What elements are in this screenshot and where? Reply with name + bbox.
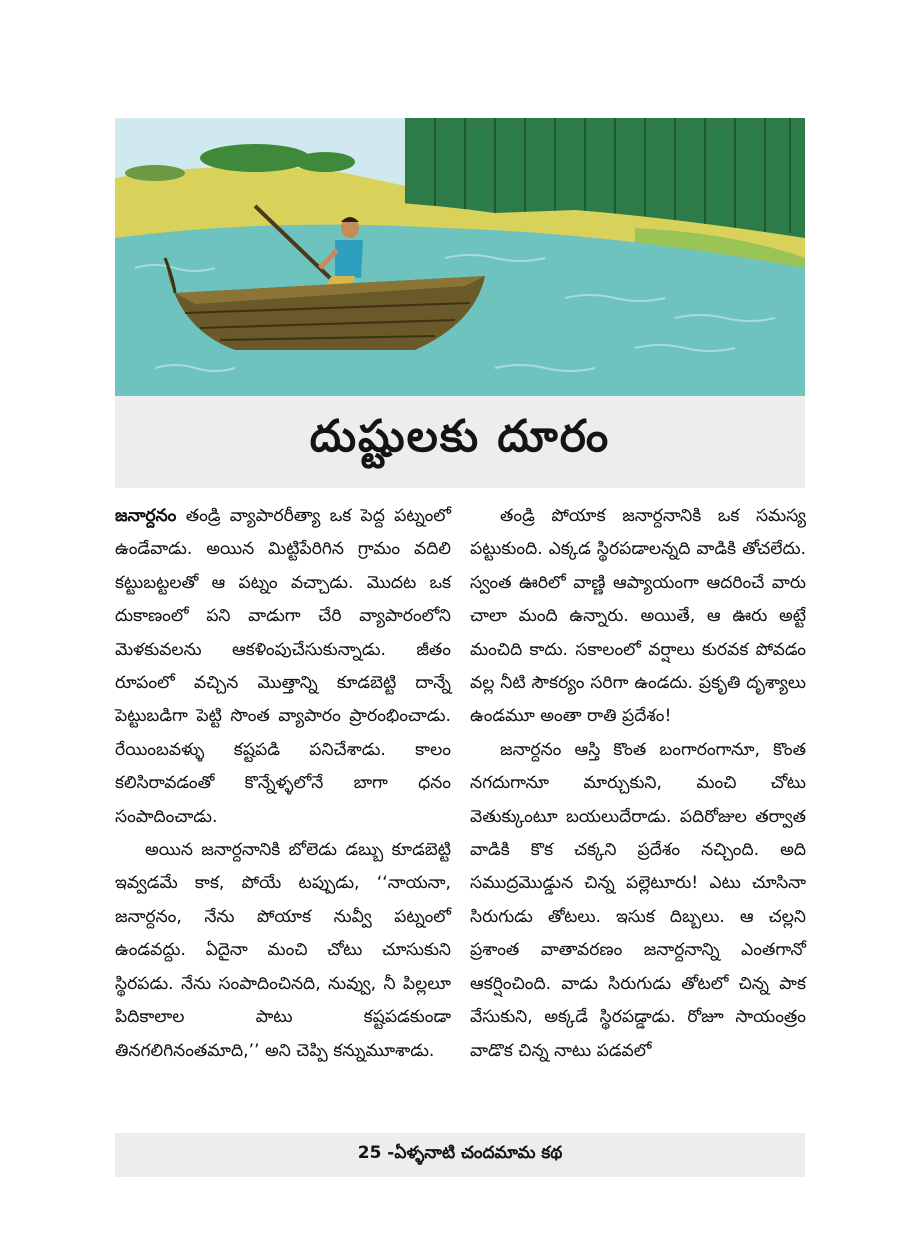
left-paragraph-1-text: తండ్రి వ్యాపారరీత్యా ఒక పెద్ద పట్నంలో ఉండేవాడు. అయిన మిట్టిపేరిగిన గ్రామం వదిలి కట్టుబట్టలతో ఆ పట్నం వచ్చాడు. మొదట ఒక దుకాణంలో పని వాడుగా చేరి వ్యాపారంలోని మెళకువలను ఆకళింపుచేసుకున్నాడు. జీతం రూపంలో వచ్చిన మొత్తాన్ని కూడబెట్టి దాన్నే పెట్టుబడిగా పెట్టి సొంత వ్యాపారం ప్రారంభించాడు. రేయింబవళ్ళు కష్టపడి పనిచేశాడు. కాలం కలిసిరావడంతో కొన్నేళ్ళలోనే బాగా ధనం సంపాదించాడు.: [115, 506, 451, 827]
footer-text: 25 -ఏళ్ళనాటి చందమామ కథ: [357, 1143, 563, 1163]
lead-word: జనార్దనం: [115, 506, 177, 526]
right-paragraph-2: జనార్దనం ఆస్తి కొంత బంగారంగానూ, కొంత నగదుగానూ మార్చుకుని, మంచి చోటు వెతుక్కుంటూ బయలుదేరాడు. పదిరోజుల తర్వాత వాడికి కొక చక్కని ప్రదేశం నచ్చింది. అది సముద్రమొడ్డున చిన్న పల్లెటూరు! ఎటు చూసినా సిరుగుడు తోటలు. ఇసుక దిబ్బలు. ఆ చల్లని ప్రశాంత వాతావరణం జనార్దనాన్ని ఎంతగానో ఆకర్షించింది. వాడు సిరుగుడు తోటలో చిన్న పాక వేసుకుని, అక్కడే స్థిరపడ్డాడు. రోజూ సాయంత్రం వాడొక చిన్న నాటు పడవలో: [470, 739, 806, 1061]
left-paragraph-2: అయిన జనార్దనానికి బోలెడు డబ్బు కూడబెట్టి ఇవ్వడమే కాక, పోయే టప్పుడు, ‘‘నాయనా, జనార్దనం, నేను పోయాక నువ్వీ పట్నంలో ఉండవద్దు. ఏదైనా మంచి చోటు చూసుకుని స్థిరపడు. నేను సంపాదించినది, నువ్వు, నీ పిల్లలూ పిదికాలాల పాటు కష్టపడకుండా తినగలిగినంతమాది,’’ అని చెప్పి కన్నుమూశాడు.: [115, 840, 451, 1061]
story-illustration: [115, 118, 805, 396]
right-column: [470, 500, 806, 1068]
left-column: [115, 500, 451, 1068]
footer-band: [115, 1133, 805, 1177]
right-paragraph-1: తండ్రి పోయాక జనార్దనానికి ఒక సమస్య పట్టుకుంది. ఎక్కడ స్థిరపడాలన్నది వాడికి తోచలేదు. స్వంత ఊరిలో వాణ్ణి ఆప్యాయంగా ఆదరించే వారు చాలా మంది ఉన్నారు. అయితే, ఆ ఊరు అట్టే మంచిది కాదు. సకాలంలో వర్షాలు కురవక పోవడం వల్ల నీటి సౌకర్యం సరిగా ఉండదు. ప్రకృతి దృశ్యాలు ఉండమూ అంతా రాతి ప్రదేశం!: [470, 506, 806, 727]
story-title: దుష్టులకు దూరం: [309, 411, 611, 462]
left-paragraph-1: [115, 500, 451, 834]
title-band: [115, 396, 805, 488]
boat-river-illustration: [115, 118, 805, 396]
